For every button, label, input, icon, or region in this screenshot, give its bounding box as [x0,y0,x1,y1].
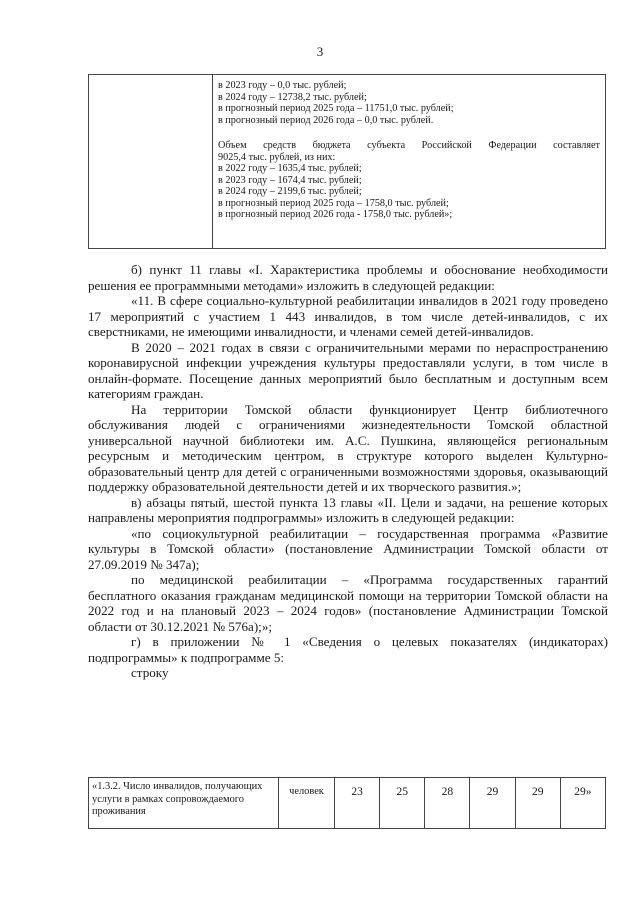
funding-line: в прогнозный период 2026 года – 0,0 тыс. рублей. [218,114,434,126]
value-cell: 29 [515,778,560,829]
unit-cell: человек [279,778,335,829]
paragraph: в) абзацы пятый, шестой пункта 13 главы «II. Цели и задачи, на решение которых направлены мероприятия подпрограммы» изложить в следующей редакции: [88,494,608,525]
funding-line: в прогнозный период 2026 года - 1758,0 тыс. рублей»; [218,209,453,220]
value-cell: 29» [560,778,605,829]
funding-line: в прогнозный период 2025 года – 11751,0 тыс. рублей; [218,103,454,114]
paragraph: «11. В сфере социально-культурной реабилитации инвалидов в 2021 году проведено 17 мероприятий с участием 1 443 инвалидов, в том числе детей-инвалидов, с их сверстниками, не имеющими инвалидности, и членами семей детей-инвалидов. [88,293,608,339]
paragraph: строку [131,665,169,680]
indicator-name-cell: «1.3.2. Число инвалидов, получающих услуги в рамках сопровождаемого проживания [89,778,279,829]
funding-line: в 2024 году – 12738,2 тыс. рублей; [218,91,367,103]
value-cell: 23 [335,778,380,829]
value-cell: 25 [380,778,425,829]
value-cell: 29 [470,778,515,829]
funding-line: в 2022 году – 1635,4 тыс. рублей; [218,163,362,174]
document-body [88,262,608,681]
funding-table-value-cell [213,75,606,249]
paragraph: В 2020 – 2021 годах в связи с ограничительными мерами по нераспространению коронавирусной инфекции учреждения культуры предоставляли услуги, в том числе в онлайн-формате. Посещение данных мероприятий было бесплатным и доступным всем категориям граждан. [88,339,608,401]
funding-line: в 2023 году – 1674,4 тыс. рублей; [218,174,362,186]
regional-budget-heading: Объем средств бюджета субъекта Российской Федерации составляет [218,140,600,151]
funding-table-label-cell [89,75,213,249]
funding-table [88,74,606,249]
indicator-table [88,777,606,829]
paragraph: На территории Томской области функционирует Центр библиотечного обслуживания людей с ограничениями жизнедеятельности Томской областной универсальной научной библиотеки им. А.С. Пушкина, являющейся региональным ресурсным и методическим центром, в структуре которого выделен Культурно-образовательный центр для детей с ограниченными возможностями здоровья, оказывающий поддержку образовательной деятельности детей и их творческого развития.»; [88,401,608,494]
funding-line: в 2024 году – 2199,6 тыс. рублей; [218,186,362,197]
funding-line: 9025,4 тыс. рублей, из них: [218,151,336,163]
paragraph: по медицинской реабилитации – «Программа государственных гарантий бесплатного оказания гражданам медицинской помощи на территории Томской области на 2022 год и на плановый 2023 – 2024 годов» (постановление Администрации Томской области от 30.12.2021 № 576а);»; [88,572,608,634]
paragraph: б) пункт 11 главы «I. Характеристика проблемы и обоснование необходимости решения ее программными методами» изложить в следующей редакции: [88,262,608,293]
paragraph: «по социокультурной реабилитации – государственная программа «Развитие культуры в Томской области» (постановление Администрации Томской области от 27.09.2019 № 347а); [88,525,608,572]
funding-line: в прогнозный период 2025 года – 1758,0 тыс. рублей; [218,197,449,209]
paragraph: г) в приложении № 1 «Сведения о целевых показателях (индикаторах) подпрограммы» к подпрограмме 5: [88,634,608,665]
page-number: 3 [316,44,324,59]
value-cell: 28 [425,778,470,829]
funding-line: в 2023 году – 0,0 тыс. рублей; [218,80,347,91]
table-row [89,778,606,829]
